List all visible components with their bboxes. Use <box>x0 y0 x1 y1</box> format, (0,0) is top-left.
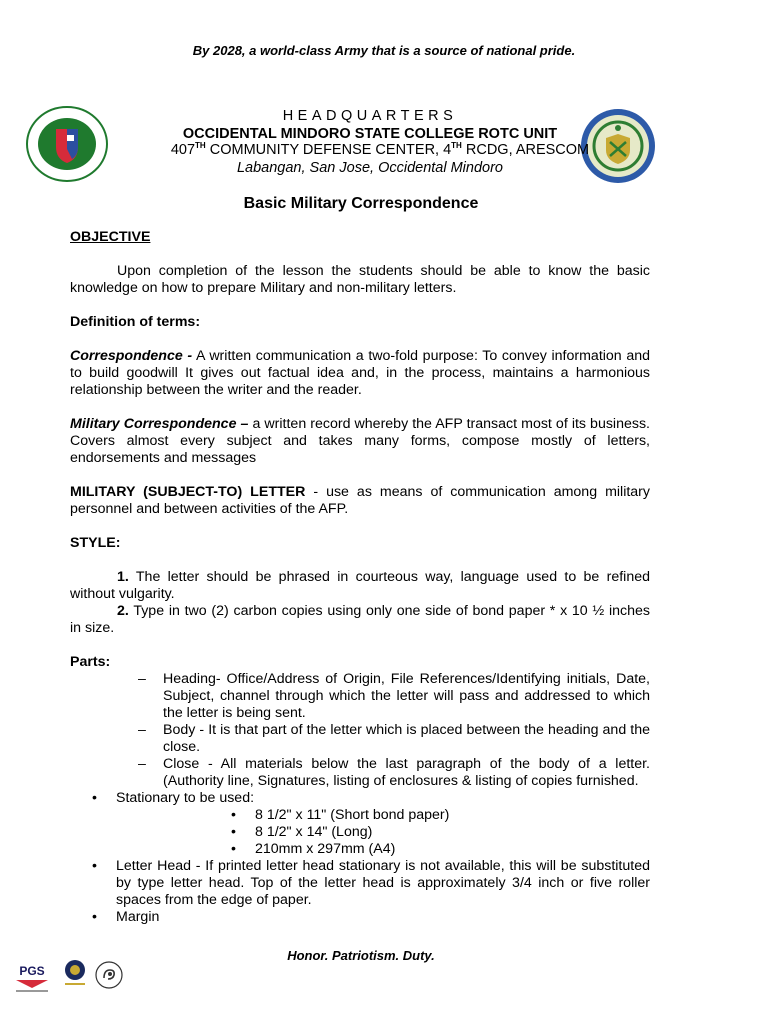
list-item: – Close - All materials below the last paragraph of the body of a letter. (Authority line, Signatures, listing of enclosures & listing of copies furnished. <box>163 756 650 790</box>
stationary-list <box>116 807 650 858</box>
document-body <box>70 229 650 926</box>
military-correspondence-definition: Military Correspondence – a written record whereby the AFP transact most of its business. Covers almost every subject and takes many forms, compose mostly of letters, endorsements and messages <box>70 416 650 466</box>
vision-statement: By 2028, a world-class Army that is a source of national pride. <box>192 43 576 58</box>
military-letter-definition: MILITARY (SUBJECT-TO) LETTER - use as means of communication among military personnel and between activities of the AFP. <box>70 484 650 517</box>
unit-name: OCCIDENTAL MINDORO STATE COLLEGE ROTC UNIT <box>182 126 558 142</box>
objective-heading: OBJECTIVE <box>70 229 151 245</box>
list-item: • 8 1/2" x 11" (Short bond paper) <box>255 807 650 824</box>
bullet-list <box>70 790 650 926</box>
document-title: Basic Military Correspondence <box>243 195 479 212</box>
list-item: – Body - It is that part of the letter which is placed between the heading and the close. <box>163 722 650 756</box>
gold-emblem-logo <box>62 958 88 988</box>
objective-paragraph: Upon completion of the lesson the students should be able to know the basic knowledge on how to prepare Military and non-military letters. <box>70 263 650 296</box>
location-line: Labangan, San Jose, Occidental Mindoro <box>236 160 503 176</box>
style-item-2: 2. Type in two (2) carbon copies using only one side of bond paper * x 10 ½ inches in size. <box>70 603 650 636</box>
list-item: • Stationary to be used: • 8 1/2" x 11" (Short bond paper) • 8 1/2" x 14" (Long) • 210mm x 297mm (A4) <box>116 790 650 858</box>
parts-list <box>70 671 650 790</box>
definition-heading: Definition of terms: <box>70 314 201 330</box>
style-item-1: 1. The letter should be phrased in courteous way, language used to be refined without vulgarity. <box>70 569 650 602</box>
style-heading: STYLE: <box>70 535 121 551</box>
pgs-logo-text: PGS <box>19 964 45 978</box>
footer-motto: Honor. Patriotism. Duty. <box>287 948 435 963</box>
list-item: – Heading- Office/Address of Origin, File References/Identifying initials, Date, Subject, channel through which the letter will pass and addressed to which the letter is being sent. <box>163 671 650 722</box>
correspondence-definition: Correspondence - A written communication a two-fold purpose: To convey information and to build goodwill It gives out factual idea and, in the process, maintains a harmonious relationship between the writer and the reader. <box>70 348 651 398</box>
parts-heading: Parts: <box>70 654 111 670</box>
pgs-logo <box>12 960 52 996</box>
headquarters-label: HEADQUARTERS <box>282 108 458 124</box>
list-item: • Letter Head - If printed letter head stationary is not available, this will be substituted by type letter head. Top of the letter head is approximately 3/4 inch or five roller spaces from the edge of paper. <box>116 858 650 909</box>
list-item: • 210mm x 297mm (A4) <box>255 841 650 858</box>
list-item: • 8 1/2" x 14" (Long) <box>255 824 650 841</box>
list-item: • Margin <box>116 909 650 926</box>
defense-center-line: 407TH COMMUNITY DEFENSE CENTER, 4TH RCDG, ARESCOM <box>170 141 590 158</box>
circle-emblem-logo <box>94 960 124 990</box>
cdc-seal-logo <box>26 105 108 183</box>
